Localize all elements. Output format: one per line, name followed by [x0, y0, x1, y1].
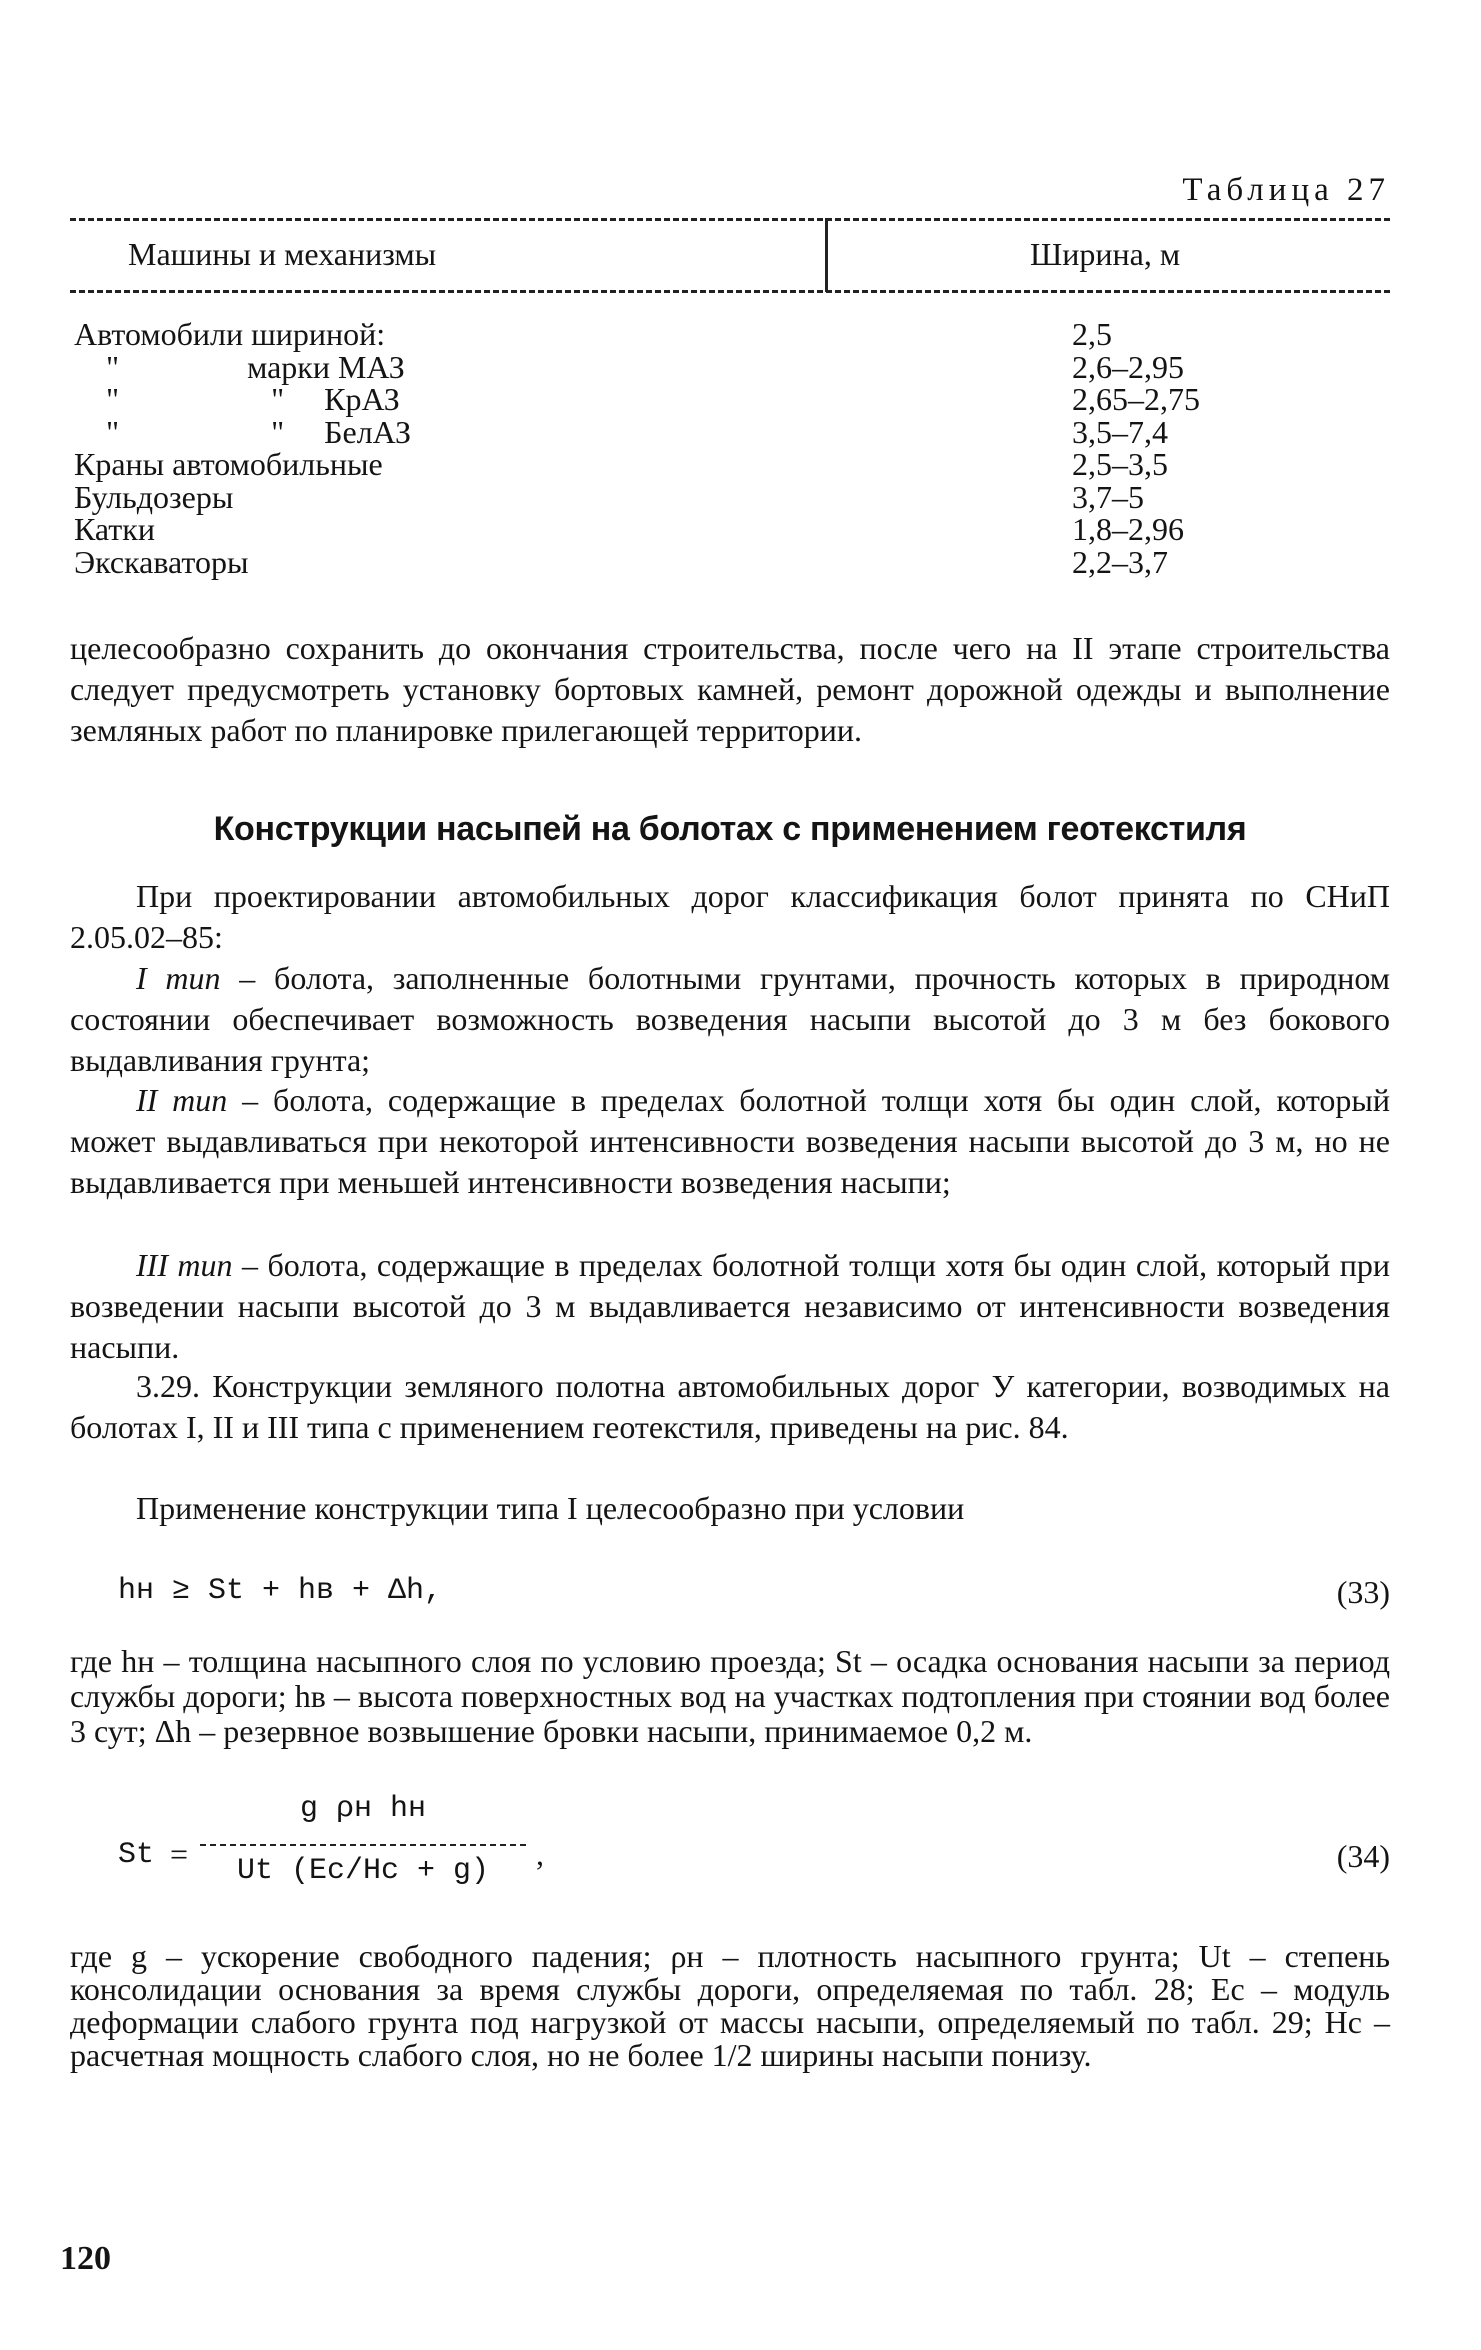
section-heading: Конструкции насыпей на болотах с применением геотекстиля [213, 810, 1247, 848]
clause-number: 3.29. [136, 1368, 200, 1404]
row-name: " " БелАЗ [74, 413, 412, 450]
row-value: 3,7–5 [1072, 478, 1144, 515]
table-row [74, 513, 1390, 546]
table-row [74, 448, 1390, 481]
row-name: Экскаваторы [74, 543, 249, 580]
row-value: 2,6–2,95 [1072, 348, 1184, 385]
table-header-rule [70, 290, 1390, 293]
paragraph-condition: Применение конструкции типа I целесообразно при условии [136, 1490, 965, 1526]
row-value: 3,5–7,4 [1072, 413, 1168, 450]
page-number: 120 [60, 2240, 111, 2277]
formula-34 [70, 1792, 1390, 1922]
paragraph-classification: При проектировании автомобильных дорог классификация болот принята по СНиП 2.05.02–85: [70, 878, 1390, 955]
row-name: Автомобили шириной: [74, 316, 386, 352]
paragraph-where-34: где g – ускорение свободного падения; ρн – плотность насыпного грунта; Ut – степень консолидации основания за время службы дороги, определяемая по табл. 28; Ec – модуль деформации слабого грунта под нагрузкой от массы насыпи, определяемый по табл. 29; Hc – расчетная мощность слабого слоя, но не более 1/2 ширины насыпи понизу. [70, 1938, 1390, 2073]
table-row [74, 348, 1390, 385]
row-value: 2,5–3,5 [1072, 446, 1168, 482]
table-body [74, 318, 1390, 578]
paragraph-3-29 [70, 1366, 1390, 1448]
fraction-numerator: g ρн hн [299, 1792, 427, 1826]
formula-fraction [200, 1792, 526, 1888]
formula-expression: hн ≥ St + hв + Δh, [118, 1574, 443, 1608]
equals-sign: = [170, 1836, 189, 1872]
formula-number: (34) [1336, 1838, 1390, 1874]
formula-number: (33) [1336, 1574, 1390, 1610]
paragraph-type-1 [70, 958, 1390, 1081]
row-value: 1,8–2,96 [1072, 511, 1184, 547]
book-page [60, 0, 1391, 2350]
table-top-rule [70, 218, 1390, 221]
type-text: – болота, содержащие в пределах болотной толщи хотя бы один слой, который при возведении насыпи высотой до 3 м выдавливается независимо от интенсивности возведения насыпи. [70, 1247, 1391, 1365]
formula-33 [70, 1574, 1390, 1622]
table-row [74, 478, 1390, 515]
fraction-denominator: Ut (Ec/Hc + g) [236, 1854, 490, 1888]
table-column-divider [825, 218, 828, 292]
row-name: " марки МАЗ [74, 348, 405, 385]
formula-comma: , [536, 1836, 544, 1872]
type-text: – болота, содержащие в пределах болотной толщи хотя бы один слой, который может выдавливаться при некоторой интенсивности возведения насыпи высотой до 3 м, но не выдавливается при меньшей интенсивности возведения насыпи; [70, 1082, 1391, 1200]
table-row [74, 543, 1390, 580]
row-name: Краны автомобильные [74, 446, 383, 482]
row-name: " " КрАЗ [74, 381, 400, 417]
row-name: Бульдозеры [74, 478, 234, 515]
paragraph-continuation: целесообразно сохранить до окончания строительства, после чего на II этапе строительства следует предусмотреть установку бортовых камней, ремонт дорожной одежды и выполнение земляных работ по планировке прилегающей территории. [70, 630, 1390, 748]
paragraph-where-33: где hн – толщина насыпного слоя по условию проезда; St – осадка основания насыпи за период службы дороги; hв – высота поверхностных вод на участках подтопления при стоянии вод более 3 сут; Δh – резервное возвышение бровки насыпи, принимаемое 0,2 м. [70, 1643, 1390, 1749]
type-label: I тип [136, 960, 221, 996]
clause-text: Конструкции земляного полотна автомобильных дорог У категории, возводимых на болотах I, II и III типа с применением геотекстиля, приведены на рис. 84. [70, 1368, 1390, 1445]
formula-lhs: St [118, 1838, 155, 1872]
row-value: 2,5 [1072, 316, 1112, 352]
table-header-width: Ширина, м [1030, 236, 1181, 272]
fraction-bar [200, 1844, 526, 1846]
table-caption: Таблица 27 [1182, 172, 1390, 208]
paragraph-type-2 [70, 1080, 1390, 1203]
type-label: III тип [136, 1247, 233, 1283]
paragraph-type-3 [70, 1245, 1390, 1368]
table-row [74, 413, 1390, 450]
type-text: – болота, заполненные болотными грунтами, прочность которых в природном состоянии обеспечивает возможность возведения насыпи высотой до 3 м без бокового выдавливания грунта; [70, 960, 1391, 1078]
row-value: 2,2–3,7 [1072, 543, 1168, 580]
row-value: 2,65–2,75 [1072, 381, 1200, 417]
row-name: Катки [74, 511, 155, 547]
table-row [74, 318, 1390, 351]
type-label: II тип [136, 1082, 228, 1118]
table-header-machines: Машины и механизмы [128, 236, 437, 272]
table-row [74, 383, 1390, 416]
